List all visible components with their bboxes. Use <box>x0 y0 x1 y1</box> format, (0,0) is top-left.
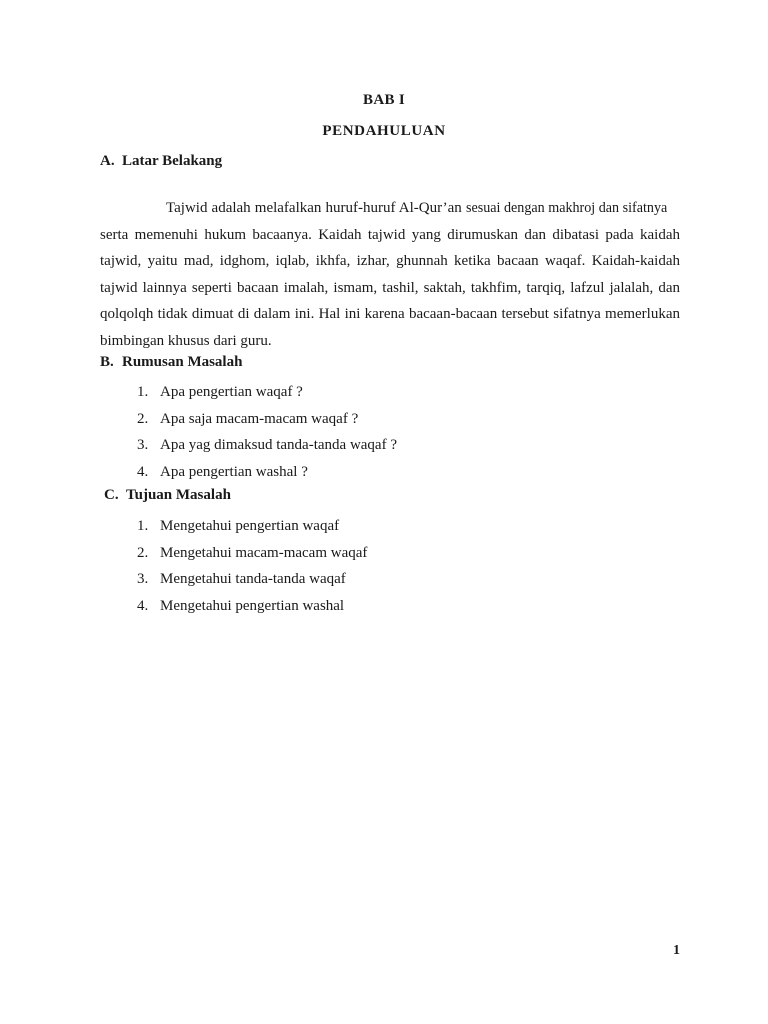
section-letter-c: C. <box>104 487 119 503</box>
paragraph-part-1: Tajwid adalah melafalkan huruf-huruf Al-Qur’an <box>166 200 466 216</box>
list-item-text: Mengetahui pengertian waqaf <box>160 518 340 534</box>
list-marker: 2. <box>137 544 149 561</box>
section-heading-a <box>100 153 222 170</box>
section-letter-b: B. <box>100 354 114 370</box>
list-item <box>137 406 397 433</box>
section-title-b: Rumusan Masalah <box>122 354 243 370</box>
list-marker: 3. <box>137 437 149 454</box>
paragraph-part-3: serta memenuhi hukum bacaanya. Kaidah tajwid yang dirumuskan dan dibatasi pada kaidah tajwid, yaitu mad, idghom, iqlab, ikhfa, izhar, ghunnah ketika bacaan waqaf. Kaidah-kaidah tajwid lainnya seperti bacaan imalah, ismam, tashil, saktah, takhfim, tarqiq, lafzul jalalah, dan qolqolqh tidak dimuat di dalam ini. Hal ini karena bacaan-bacaan tersebut sifatnya memerlukan bimbingan khusus dari guru. <box>100 226 680 349</box>
section-heading-c <box>104 487 231 504</box>
list-item <box>137 432 397 459</box>
list-item-text: Apa yag dimaksud tanda-tanda waqaf ? <box>160 437 397 454</box>
list-marker: 3. <box>137 571 149 588</box>
list-marker: 4. <box>137 463 149 480</box>
list-item <box>137 566 367 593</box>
rumusan-masalah-list <box>137 379 397 485</box>
list-item-text: Mengetahui pengertian washal <box>160 597 345 614</box>
list-item <box>137 540 367 567</box>
section-letter-a: A. <box>100 153 115 169</box>
page-number: 1 <box>673 943 680 958</box>
tujuan-masalah-list <box>137 513 367 619</box>
chapter-label: BAB I <box>363 92 405 108</box>
list-marker: 1. <box>137 518 149 534</box>
chapter-title: PENDAHULUAN <box>322 123 446 139</box>
section-title-a: Latar Belakang <box>122 153 223 169</box>
list-item <box>137 459 397 486</box>
list-item-text: Apa saja macam-macam waqaf ? <box>160 410 359 427</box>
list-marker: 2. <box>137 410 149 427</box>
list-item <box>137 379 397 406</box>
list-item-text: Apa pengertian washal ? <box>160 463 308 480</box>
list-item-text: Mengetahui macam-macam waqaf <box>160 544 368 561</box>
list-item <box>137 513 367 540</box>
section-title-c: Tujuan Masalah <box>126 487 231 503</box>
list-item-text: Apa pengertian waqaf ? <box>160 384 303 400</box>
list-marker: 1. <box>137 384 149 400</box>
list-item-text: Mengetahui tanda-tanda waqaf <box>160 571 346 588</box>
latar-belakang-paragraph <box>100 195 680 355</box>
list-item <box>137 593 367 620</box>
list-marker: 4. <box>137 597 149 614</box>
paragraph-part-2: sesuai dengan makhroj dan sifatnya <box>465 200 668 216</box>
section-heading-b <box>100 354 242 371</box>
